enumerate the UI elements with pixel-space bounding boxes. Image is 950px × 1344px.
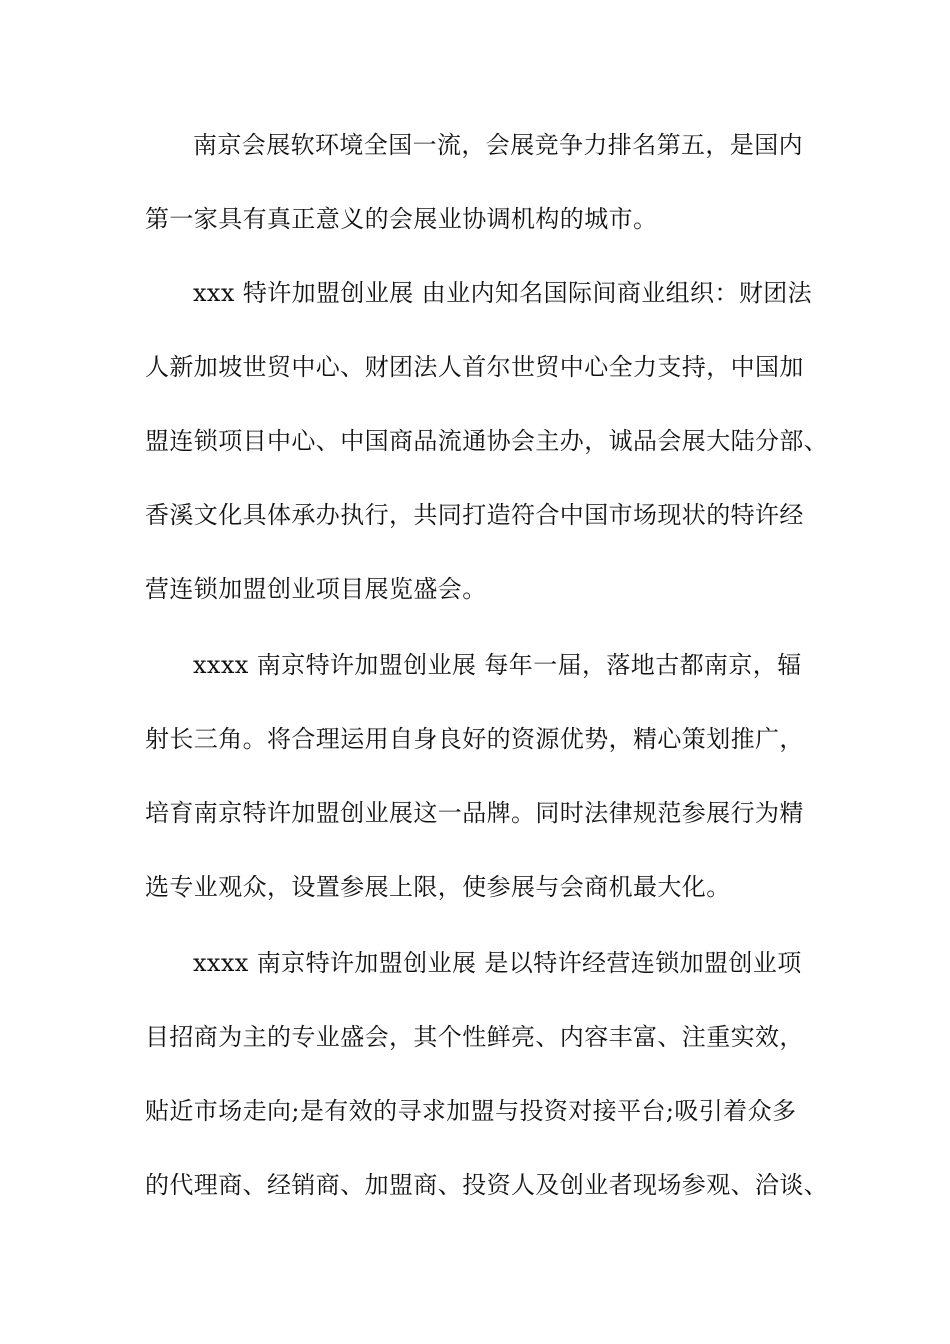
paragraph-1-line-2: 第一家具有真正意义的会展业协调机构的城市。: [145, 205, 658, 233]
paragraph-4-line-2: 目招商为主的专业盛会，其个性鲜亮、内容丰富、注重实效，: [145, 1023, 804, 1051]
paragraph-3-line-2: 射长三角。将合理运用自身良好的资源优势，精心策划推广，: [145, 725, 804, 753]
paragraph-4-line-1: xxxx 南京特许加盟创业展 是以特许经营连锁加盟创业项: [193, 949, 802, 977]
paragraph-4-line-3: 贴近市场走向;是有效的寻求加盟与投资对接平台;吸引着众多: [145, 1097, 797, 1125]
paragraph-2-line-5: 营连锁加盟创业项目展览盛会。: [145, 575, 487, 603]
paragraph-3-line-3: 培育南京特许加盟创业展这一品牌。同时法律规范参展行为精: [145, 799, 804, 827]
paragraph-4-line-4: 的代理商、经销商、加盟商、投资人及创业者现场参观、洽谈、: [145, 1171, 829, 1199]
paragraph-2-line-3: 盟连锁项目中心、中国商品流通协会主办，诚品会展大陆分部、: [145, 427, 829, 455]
paragraph-1-line-1: 南京会展软环境全国一流，会展竞争力排名第五，是国内: [193, 131, 803, 159]
paragraph-2-line-2: 人新加坡世贸中心、财团法人首尔世贸中心全力支持，中国加: [145, 353, 804, 381]
paragraph-3-line-4: 选专业观众，设置参展上限，使参展与会商机最大化。: [145, 873, 731, 901]
paragraph-2-line-4: 香溪文化具体承办执行，共同打造符合中国市场现状的特许经: [145, 501, 804, 529]
paragraph-3-line-1: xxxx 南京特许加盟创业展 每年一届，落地古都南京，辐: [193, 651, 802, 679]
paragraph-2-line-1: xxx 特许加盟创业展 由业内知名国际间商业组织：财团法: [193, 279, 813, 307]
